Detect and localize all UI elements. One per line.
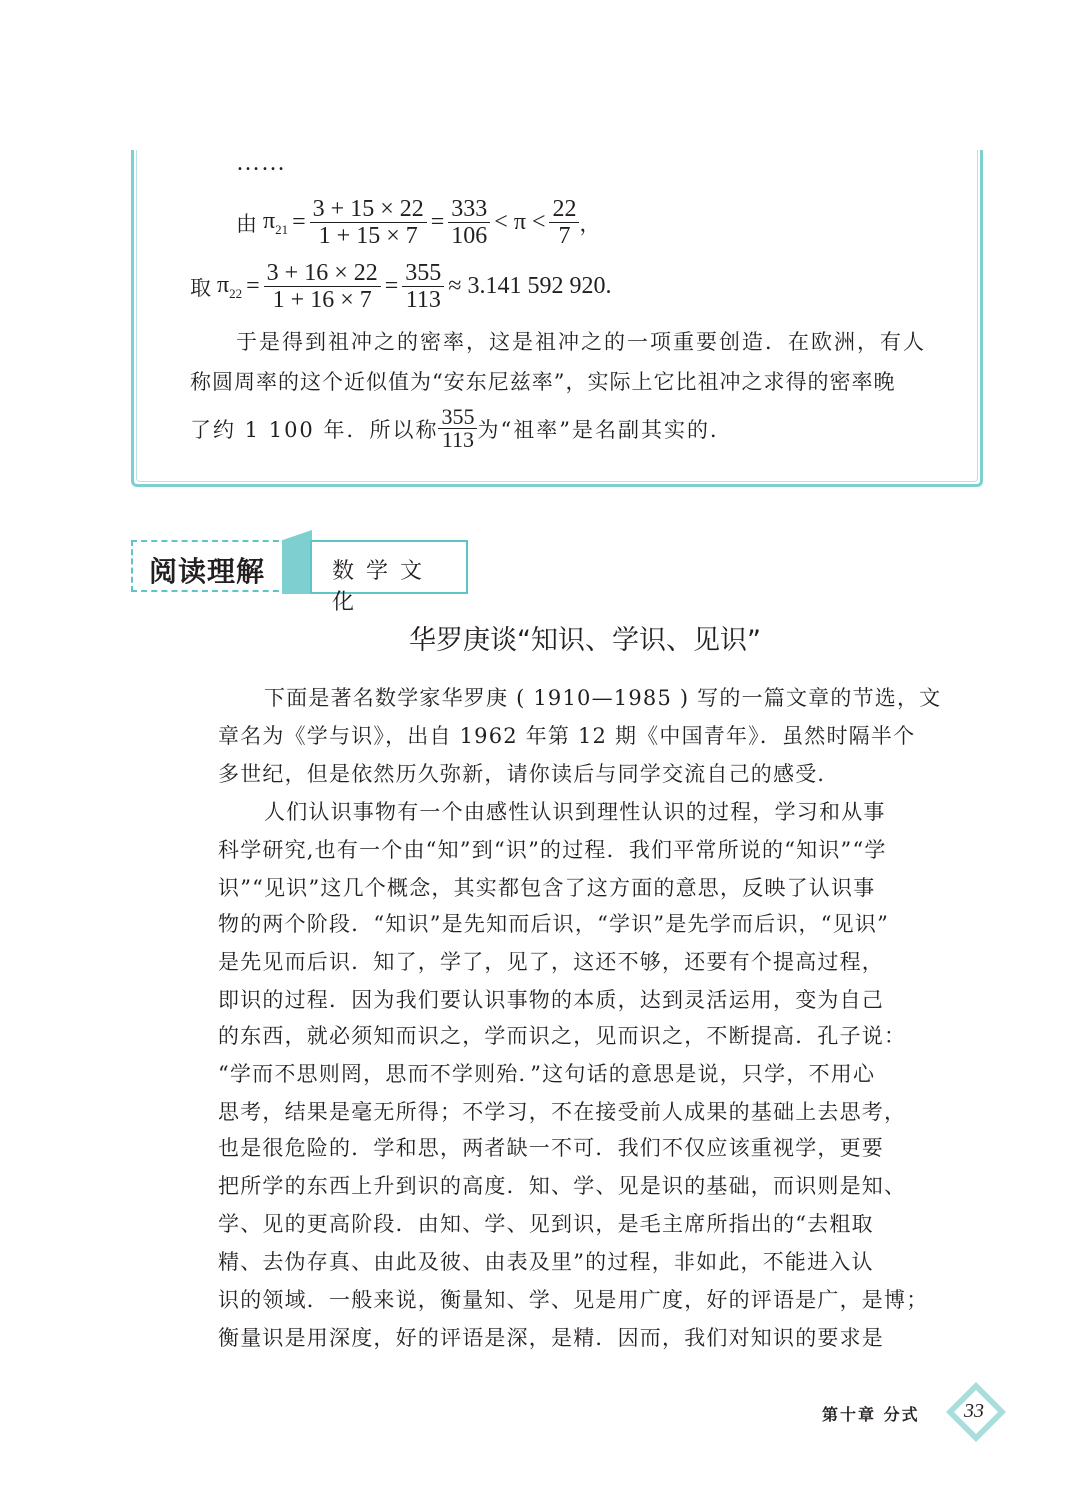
pi-symbol: $\pi_{22}$ xyxy=(217,271,243,301)
body-line: 把所学的东西上升到识的高度．知、学、见是识的基础，而识则是知、 xyxy=(218,1174,907,1198)
body-line: 衡量识是用深度，好的评语是深，是精．因而，我们对知识的要求是 xyxy=(218,1326,884,1350)
body-line: 人们认识事物有一个由感性认识到理性认识的过程，学习和从事 xyxy=(264,800,886,824)
page-number: 33 xyxy=(964,1400,984,1422)
section-label xyxy=(131,540,289,592)
punctuation: ， xyxy=(579,211,601,236)
fraction: $\frac{355}{113}$ xyxy=(402,260,444,313)
body-line: 即识的过程．因为我们要认识事物的本质，达到灵活运用，变为自己 xyxy=(218,988,884,1012)
text: 了约 1 100 年．所以称 xyxy=(190,417,439,442)
section-sublabel xyxy=(310,540,468,615)
approx-value: ≈ 3.141 592 920. xyxy=(448,273,612,299)
body-line: “学而不思则罔，思而不学则殆．”这句话的意思是说，只学，不用心 xyxy=(218,1062,876,1086)
section-label-text: 阅读理解 xyxy=(149,555,266,588)
inequality: < π < xyxy=(494,209,546,235)
body-line: 精、去伪存真、由此及彼、由表及里”的过程，非如此，不能进入认 xyxy=(218,1250,874,1274)
body-line: 识的领域．一般来说，衡量知、学、见是用广度，好的评语是广，是博； xyxy=(218,1288,929,1312)
formula-lead: 由 xyxy=(236,211,257,236)
equals-sign: = xyxy=(430,209,445,235)
formula-pi22 xyxy=(190,260,611,313)
fraction: $\frac{355}{113}$ xyxy=(438,406,477,451)
intro-line: 下面是著名数学家华罗庚 ( 1910—1985 ) 写的一篇文章的节选，文 xyxy=(264,686,942,710)
body-line: 是先见而后识．知了，学了，见了，这还不够，还要有个提高过程， xyxy=(218,950,884,974)
box-text-line: 于是得到祖冲之的密率，这是祖冲之的一项重要创造．在欧洲，有人 xyxy=(236,330,926,354)
fraction: $\frac{22}{7}$ xyxy=(549,196,579,249)
body-line: 学、见的更高阶段．由知、学、见到识，是毛主席所指出的“去粗取 xyxy=(218,1212,874,1236)
equals-sign: = xyxy=(384,273,399,299)
intro-line: 章名为《学与识》，出自 1962 年第 12 期《中国青年》．虽然时隔半个 xyxy=(218,724,916,748)
body-line: 思考，结果是毫无所得；不学习，不在接受前人成果的基础上去思考， xyxy=(218,1100,907,1124)
section-sublabel-text: 数学文化 xyxy=(332,559,435,615)
intro-line: 多世纪，但是依然历久弥新，请你读后与同学交流自己的感受． xyxy=(218,762,840,786)
ellipsis: …… xyxy=(236,150,286,176)
body-line: 识”“见识”这几个概念，其实都包含了这方面的意思，反映了认识事 xyxy=(218,876,876,900)
body-line: 也是很危险的．学和思，两者缺一不可．我们不仅应该重视学，更要 xyxy=(218,1136,884,1160)
fraction: $\frac{333}{106}$ xyxy=(448,196,490,249)
body-line: 科学研究,也有一个由“知”到“识”的过程．我们平常所说的“知识”“学 xyxy=(218,838,887,862)
section-tab-decoration xyxy=(282,530,312,594)
text: 为“祖率”是名副其实的． xyxy=(477,417,733,442)
equals-sign: = xyxy=(292,209,306,235)
formula-pi21 xyxy=(236,196,600,249)
box-text-line-last xyxy=(190,406,733,451)
box-text-line: 称圆周率的这个近似值为“安东尼兹率”，实际上它比祖冲之求得的密率晚 xyxy=(190,370,896,394)
article-title: 华罗庚谈“知识、学识、见识” xyxy=(409,625,761,656)
body-line: 物的两个阶段．“知识”是先知而后识，“学识”是先学而后识，“见识” xyxy=(218,912,890,936)
body-line: 的东西，就必须知而识之，学而识之，见而识之，不断提高．孔子说： xyxy=(218,1024,907,1048)
chapter-footer: 第十章 分式 xyxy=(822,1405,920,1424)
formula-lead: 取 xyxy=(190,275,211,300)
equals-sign: = xyxy=(246,273,260,299)
pi-symbol: $\pi_{21}$ xyxy=(263,207,289,237)
fraction: $\frac{3 + 16 \times 22}{1 + 16 \times 7}$ xyxy=(264,260,381,313)
fraction: $\frac{3 + 15 \times 22}{1 + 15 \times 7}$ xyxy=(310,196,427,249)
